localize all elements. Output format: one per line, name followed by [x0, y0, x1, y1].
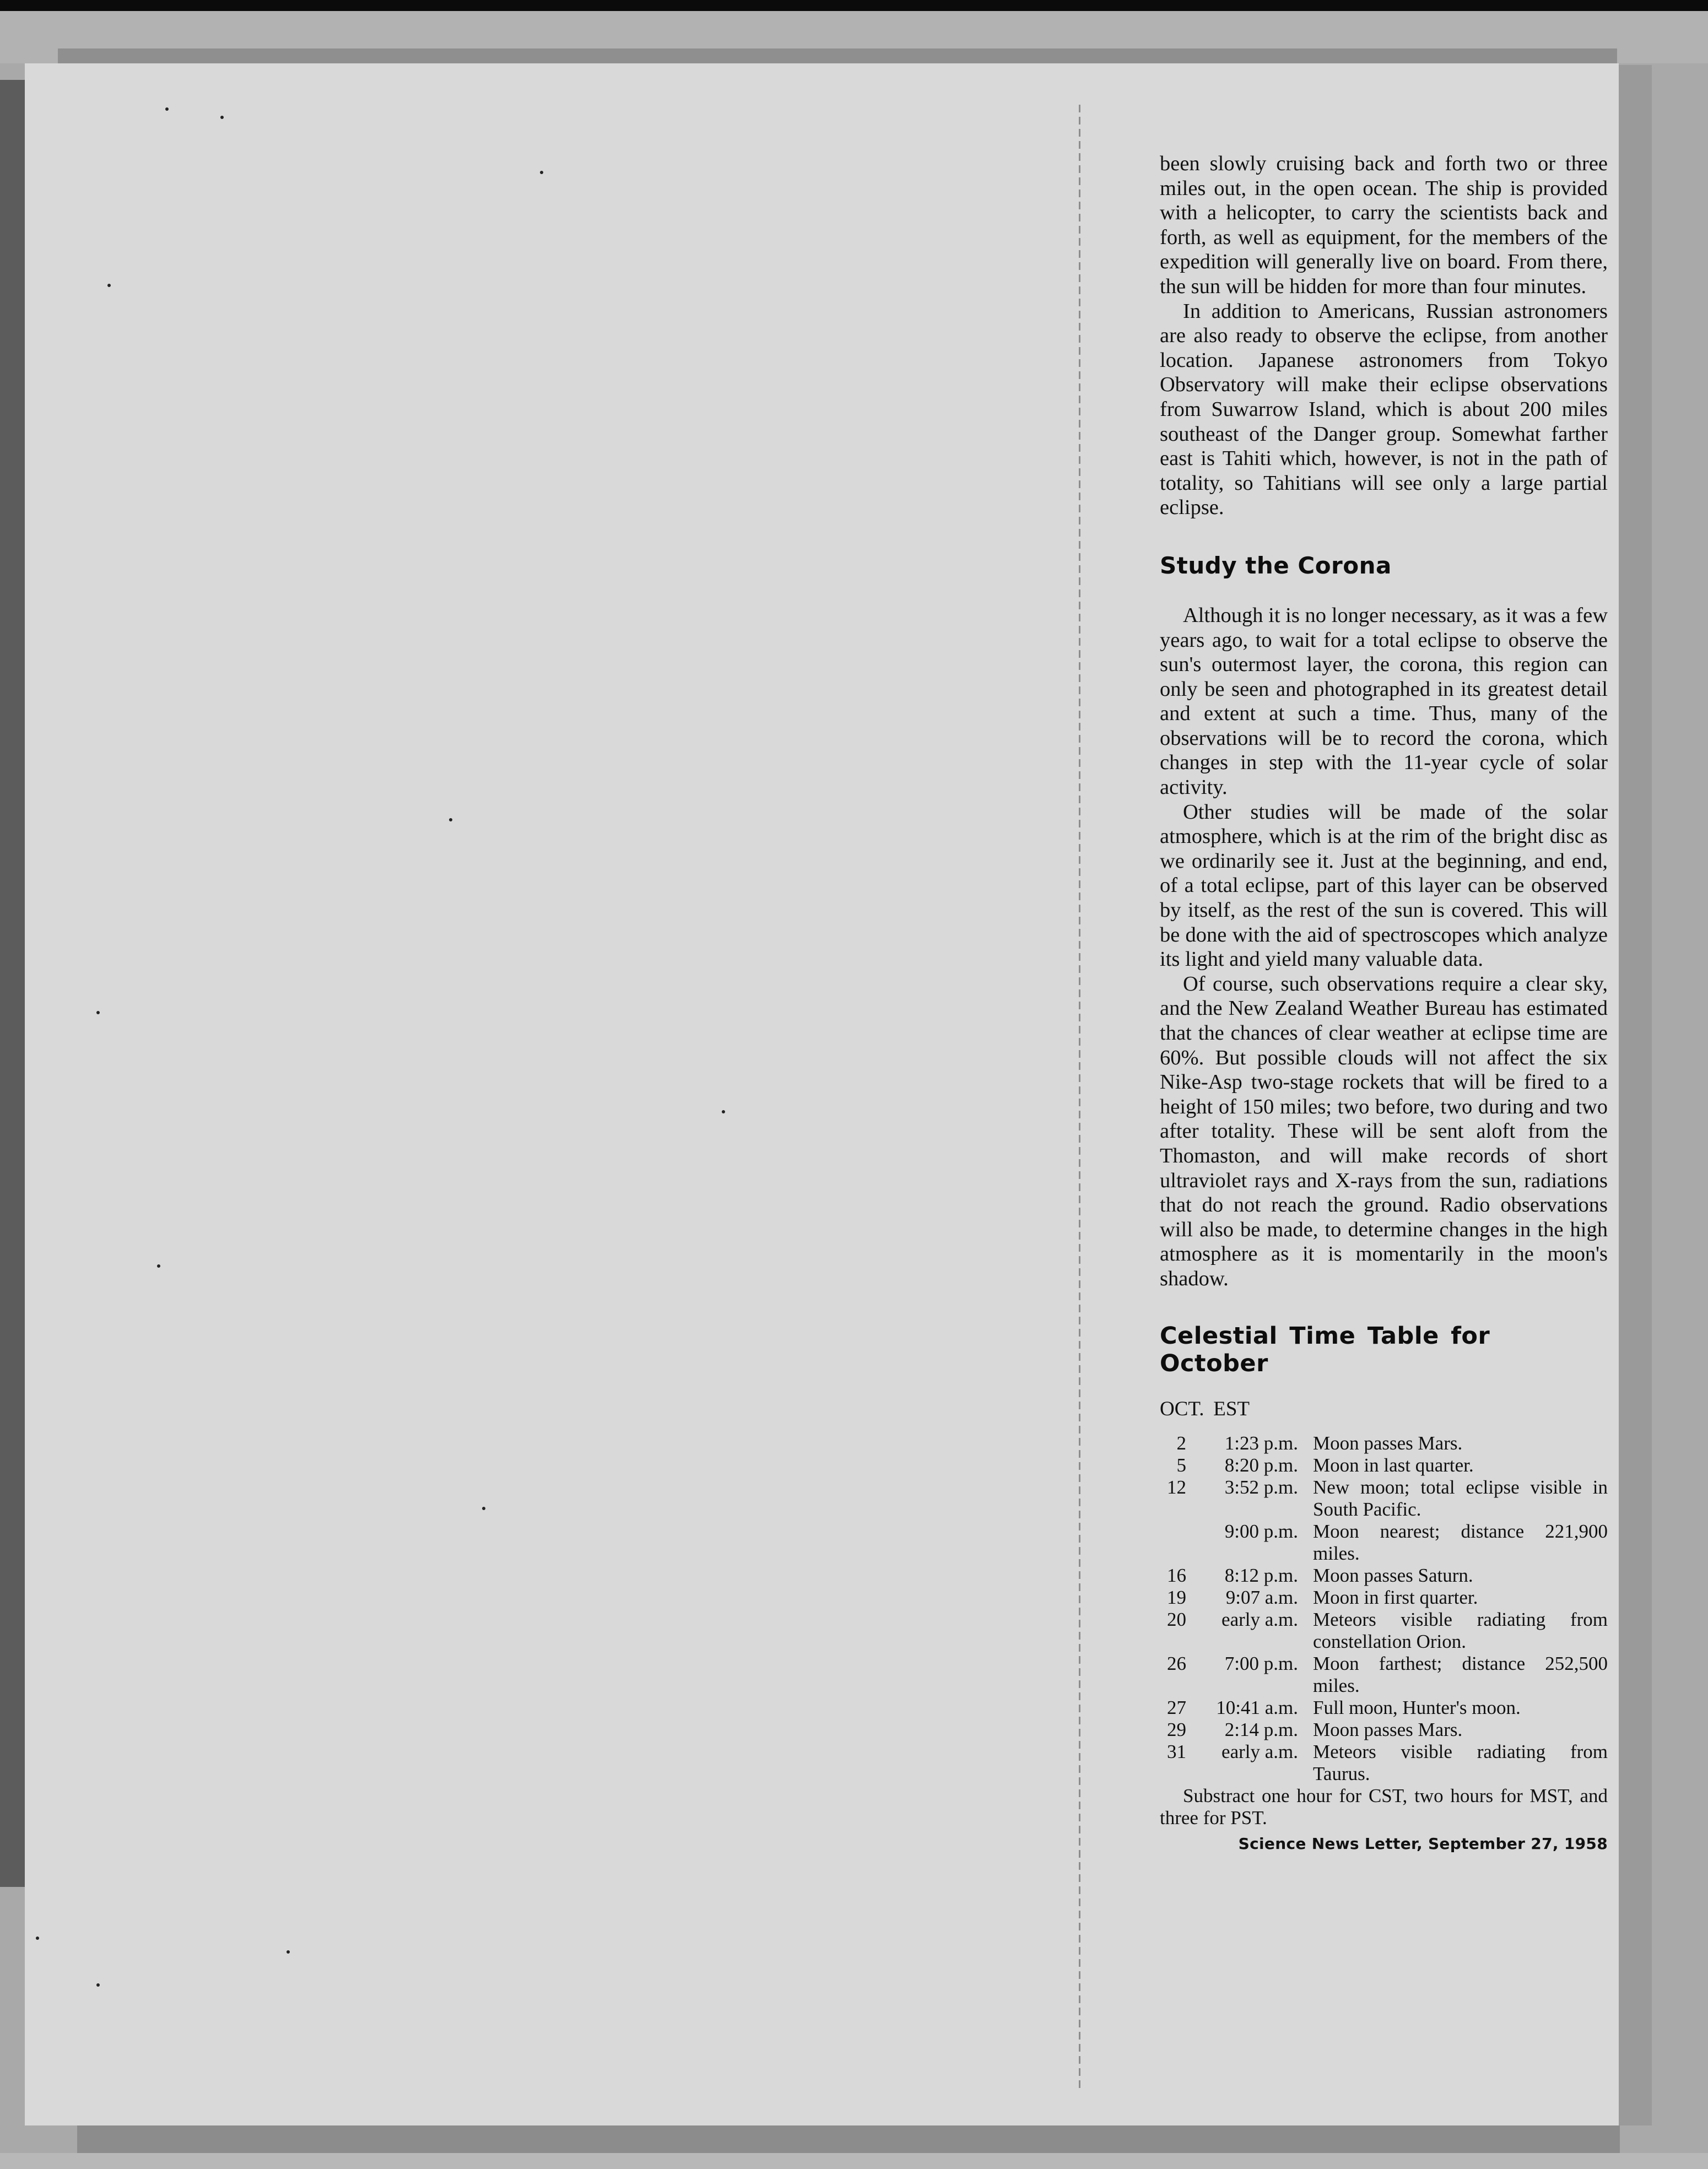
row-event: Moon passes Mars.	[1313, 1432, 1463, 1454]
row-day: 20	[1167, 1608, 1186, 1630]
dust-speck	[287, 1950, 290, 1954]
table-row	[1160, 1521, 1608, 1565]
article-column	[1160, 152, 1608, 1853]
dust-speck	[165, 107, 169, 111]
scan-shadow-bottom	[77, 2125, 1620, 2153]
page-fold-line	[1079, 105, 1080, 2088]
column-header-month: OCT.	[1160, 1397, 1204, 1420]
row-day	[1160, 1521, 1186, 1565]
dust-speck	[36, 1937, 39, 1940]
row-event: Moon passes Saturn.	[1313, 1564, 1473, 1586]
body-paragraph: Of course, such observations require a clear sky, and the New Zealand Weather Bureau has estimated that the chances of clear weather at eclipse time are 60%. But possible clouds will not affect the six Nike-Asp two-stage rockets that will be fired to a height of 150 miles; two before, two during and two after totality. These will be sent aloft from the Thomaston, and will make records of short ultraviolet rays and X-rays from the sun, radiations that do not reach the ground. Radio observations will also be made, to determine changes in the high atmosphere as it is momentarily in the moon's shadow.	[1160, 972, 1608, 1290]
dust-speck	[482, 1507, 485, 1510]
table-row	[1160, 1587, 1608, 1609]
row-time: 1:23 p.m.	[1224, 1432, 1298, 1454]
table-row	[1160, 1565, 1608, 1587]
dust-speck	[96, 1983, 100, 1987]
table-row	[1160, 1609, 1608, 1653]
row-time: 8:20 p.m.	[1224, 1454, 1298, 1476]
scan-shadow-right	[1619, 65, 1652, 2125]
timetable-header	[1160, 1397, 1608, 1421]
row-time: early a.m.	[1221, 1608, 1298, 1630]
body-paragraph: been slowly cruising back and forth two or three miles out, in the open ocean. The ship is provided with a helicopter, to carry the scientists back and forth, as well as equipment, for the members of the expedition will generally live on board. From there, the sun will be hidden for more than four minutes.	[1160, 152, 1608, 298]
row-event: Moon in last quarter.	[1313, 1454, 1474, 1476]
column-header-zone: EST	[1213, 1397, 1250, 1420]
row-time: early a.m.	[1221, 1740, 1298, 1762]
table-row	[1160, 1454, 1608, 1476]
dust-speck	[107, 284, 111, 287]
dust-speck	[157, 1264, 160, 1268]
row-day: 26	[1167, 1652, 1186, 1674]
row-day: 2	[1176, 1432, 1186, 1454]
timetable-title: Celestial Time Table for October	[1160, 1322, 1490, 1377]
table-row	[1160, 1741, 1608, 1785]
dust-speck	[722, 1110, 725, 1113]
row-event: Moon passes Mars.	[1313, 1718, 1463, 1740]
row-event: Moon farthest; distance 252,500 miles.	[1313, 1652, 1608, 1696]
body-paragraph: Other studies will be made of the solar atmosphere, which is at the rim of the bright disc as we ordinarily see it. Just at the beginning, and end, of a total eclipse, part of this layer can be observed by itself, as the rest of the sun is covered. This will be done with the aid of spectroscopes which analyze its light and yield many valuable data.	[1160, 800, 1608, 971]
row-time: 2:14 p.m.	[1224, 1718, 1298, 1740]
scan-shadow-top	[58, 48, 1617, 64]
row-event: Moon nearest; distance 221,900 miles.	[1313, 1520, 1608, 1564]
row-time: 3:52 p.m.	[1224, 1476, 1298, 1498]
dust-speck	[96, 1011, 100, 1014]
row-event: Moon in first quarter.	[1313, 1586, 1478, 1608]
publication-credit: Science News Letter, September 27, 1958	[1238, 1834, 1608, 1853]
row-event: Meteors visible radiating from constellation Orion.	[1313, 1608, 1608, 1652]
row-time: 9:00 p.m.	[1224, 1520, 1298, 1542]
table-row	[1160, 1476, 1608, 1521]
table-row	[1160, 1719, 1608, 1741]
row-day: 12	[1167, 1476, 1186, 1498]
row-time: 7:00 p.m.	[1224, 1652, 1298, 1674]
timetable-rows	[1160, 1432, 1608, 1785]
row-time: 8:12 p.m.	[1224, 1564, 1298, 1586]
row-day: 29	[1167, 1718, 1186, 1740]
row-time: 9:07 a.m.	[1225, 1586, 1298, 1608]
scan-mat-bottom	[0, 2153, 1708, 2169]
row-day: 5	[1176, 1454, 1186, 1476]
row-event: New moon; total eclipse visible in South Pacific.	[1313, 1476, 1608, 1520]
row-event: Full moon, Hunter's moon.	[1313, 1696, 1521, 1718]
dust-speck	[449, 818, 452, 821]
row-time: 10:41 a.m.	[1216, 1696, 1298, 1718]
table-row	[1160, 1697, 1608, 1719]
table-row	[1160, 1653, 1608, 1697]
section-heading: Study the Corona	[1160, 551, 1392, 579]
page-sheet	[25, 63, 1619, 2125]
dust-speck	[220, 116, 224, 119]
film-top-edge	[0, 0, 1708, 11]
body-paragraph: In addition to Americans, Russian astronomers are also ready to observe the eclipse, from another location. Japanese astronomers from Tokyo Observatory will make their eclipse observations from Suwarrow Island, which is about 200 miles southeast of the Danger group. Somewhat farther east is Tahiti which, however, is not in the path of totality, so Tahitians will see only a large partial eclipse.	[1160, 299, 1608, 520]
dust-speck	[540, 171, 543, 174]
scan-shadow-left	[0, 80, 25, 1887]
table-row	[1160, 1432, 1608, 1454]
timezone-note: Substract one hour for CST, two hours for MST, and three for PST.	[1160, 1784, 1608, 1829]
row-day: 27	[1167, 1696, 1186, 1718]
row-day: 16	[1167, 1564, 1186, 1586]
body-paragraph: Although it is no longer necessary, as it was a few years ago, to wait for a total eclipse to observe the sun's outermost layer, the corona, this region can only be seen and photographed in its greatest detail and extent at such a time. Thus, many of the observations will be to record the corona, which changes in step with the 11-year cycle of solar activity.	[1160, 603, 1608, 799]
row-event: Meteors visible radiating from Taurus.	[1313, 1740, 1608, 1784]
row-day: 31	[1167, 1740, 1186, 1762]
row-day: 19	[1167, 1586, 1186, 1608]
